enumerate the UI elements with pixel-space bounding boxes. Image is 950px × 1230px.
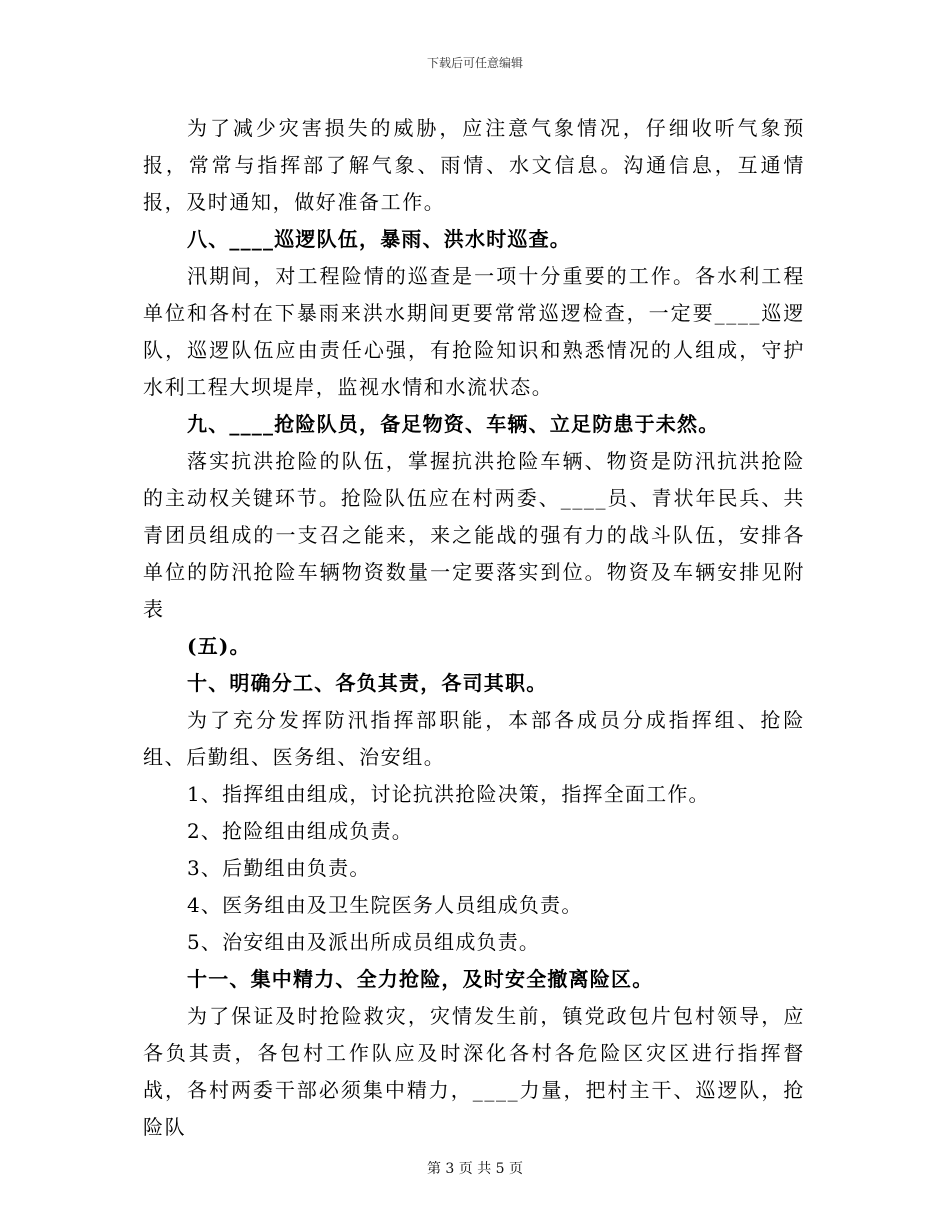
heading-section-11: 十一、集中精力、全力抢险，及时安全撤离险区。	[187, 967, 654, 991]
paragraph-patrol: 汛期间，对工程险情的巡查是一项十分重要的工作。各水利工程单位和各村在下暴雨来洪水期间更要常常巡逻检查，一定要____巡逻队，巡逻队伍应由责任心强，有抢险知识和熟悉情况的人组成，守护水利工程大坝堤岸，监视水情和水流状态。	[143, 264, 805, 399]
document-body	[143, 110, 805, 1146]
paragraph-weather-warning: 为了减少灾害损失的威胁，应注意气象情况，仔细收听气象预报，常常与指挥部了解气象、雨情、水文信息。沟通信息，互通情报，及时通知，做好准备工作。	[143, 116, 805, 214]
list-item: 5、治安组由及派出所成员组成负责。	[187, 930, 541, 954]
heading-section-10: 十、明确分工、各负其责，各司其职。	[187, 671, 548, 695]
list-item: 1、指挥组由组成，讨论抗洪抢险决策，指挥全面工作。	[187, 782, 710, 806]
page-number: 第 3 页 共 5 页	[426, 1161, 524, 1177]
paragraph-division-of-labor: 为了充分发挥防汛指挥部职能，本部各成员分成指挥组、抢险组、后勤组、医务组、治安组。	[143, 708, 805, 769]
paragraph-appendix-ref: (五)。	[187, 634, 251, 658]
heading-section-8: 八、____巡逻队伍，暴雨、洪水时巡查。	[187, 227, 571, 251]
page-header: 下载后可任意编辑	[426, 56, 523, 70]
paragraph-evacuation: 为了保证及时抢险救灾，灾情发生前，镇党政包片包村领导，应各负其责，各包村工作队应及时深化各村各危险区灾区进行指挥督战，各村两委干部必须集中精力，____力量，把村主干、巡逻队，抢险队	[143, 1004, 805, 1139]
heading-section-9: 九、____抢险队员，备足物资、车辆、立足防患于未然。	[187, 412, 720, 436]
list-item: 2、抢险组由组成负责。	[187, 819, 413, 843]
paragraph-rescue-team: 落实抗洪抢险的队伍，掌握抗洪抢险车辆、物资是防汛抗洪抢险的主动权关键环节。抢险队伍应在村两委、____员、青状年民兵、共青团员组成的一支召之能来，来之能战的强有力的战斗队伍，安排各单位的防汛抢险车辆物资数量一定要落实到位。物资及车辆安排见附表	[143, 449, 805, 621]
list-item: 3、后勤组由负责。	[187, 856, 371, 880]
list-item: 4、医务组由及卫生院医务人员组成负责。	[187, 893, 583, 917]
